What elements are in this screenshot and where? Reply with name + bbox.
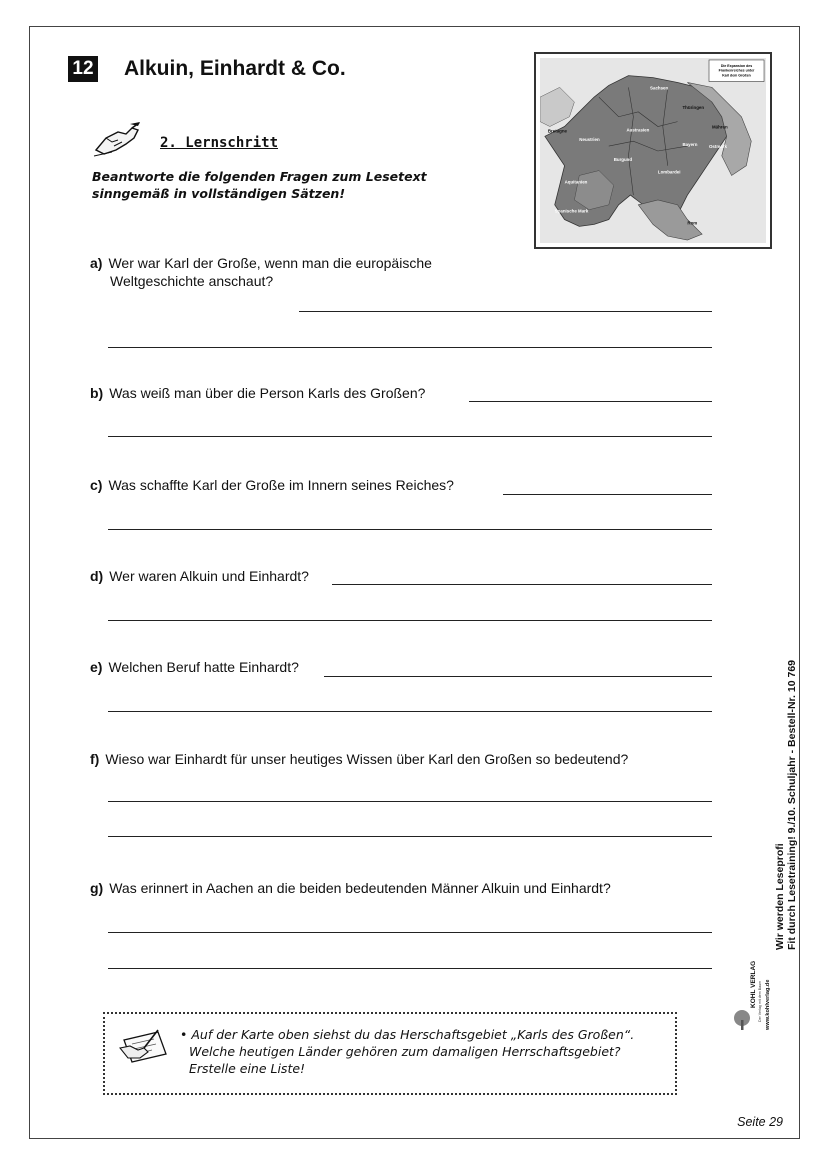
writing-hand-icon [92, 120, 142, 160]
sidebar-line-2: Fit durch Lesetraining! 9./10. Schuljahr - Bestell-Nr. 10 769 [786, 659, 798, 950]
question-a [90, 254, 432, 290]
question-f [90, 750, 628, 768]
worksheet-number: 12 [68, 56, 98, 82]
answer-line[interactable] [108, 968, 712, 969]
question-label: c) [90, 477, 103, 493]
map-label-sachsen: Sachsen [650, 85, 669, 91]
question-e [90, 658, 299, 676]
question-text: Wieso war Einhardt für unser heutiges Wissen über Karl den Großen so bedeutend? [105, 751, 629, 767]
map-label-ostmark: Ostmark [709, 144, 727, 150]
map-legend-line3: Karl dem Großen [722, 73, 751, 78]
map-label-burgund: Burgund [613, 156, 633, 162]
question-text: Was weiß man über die Person Karls des Großen? [109, 385, 426, 401]
question-text: Was erinnert in Aachen an die beiden bedeutenden Männer Alkuin und Einhardt? [109, 880, 611, 896]
page-title: Alkuin, Einhardt & Co. [124, 57, 346, 80]
page-number: Seite 29 [737, 1115, 783, 1129]
instruction-text: Beantworte die folgenden Fragen zum Lesetext sinngemäß in vollständigen Sätzen! [92, 169, 427, 201]
answer-line[interactable] [108, 347, 712, 348]
map-label-austrasien: Austrasien [626, 127, 650, 133]
question-b [90, 384, 425, 402]
map-legend-line1: Die Expansion des [720, 63, 753, 68]
answer-line[interactable] [108, 932, 712, 933]
publisher-logo [731, 960, 773, 1032]
answer-line[interactable] [108, 711, 712, 712]
writing-on-paper-icon [118, 1026, 170, 1066]
map-label-spanische-mark: Spanische Mark [554, 208, 589, 214]
question-text: Wer war Karl der Große, wenn man die europäische [108, 255, 432, 271]
answer-line[interactable] [299, 311, 712, 312]
question-label: e) [90, 659, 103, 675]
bullet: • [180, 1027, 188, 1042]
map-label-bayern: Bayern [682, 142, 698, 148]
question-text: Welchen Beruf hatte Einhardt? [108, 659, 299, 675]
question-label: b) [90, 385, 104, 401]
map-label-lombardei: Lombardei [657, 169, 681, 175]
question-g [90, 879, 611, 897]
answer-line[interactable] [108, 620, 712, 621]
map-label-thueringen: Thüringen [682, 104, 705, 110]
publisher-name: KOHL VERLAG [750, 960, 757, 1008]
question-text: Was schaffte Karl der Große im Innern seines Reiches? [108, 477, 454, 493]
question-label: g) [90, 880, 104, 896]
question-label: d) [90, 568, 104, 584]
answer-line[interactable] [108, 836, 712, 837]
answer-line[interactable] [324, 676, 712, 677]
map-legend-line2: Frankenreiches unter [718, 68, 755, 73]
sidebar-line-1: Wir werden Leseprofi [774, 843, 786, 950]
answer-line[interactable] [469, 401, 712, 402]
historical-map [534, 52, 772, 249]
question-text-cont: Weltgeschichte anschaut? [110, 273, 274, 289]
answer-line[interactable] [108, 529, 712, 530]
map-label-bretagne: Bretagne [547, 128, 568, 134]
task-line-1: Auf der Karte oben siehst du das Herschaftsgebiet „Karls des Großen“. [191, 1027, 635, 1042]
question-c [90, 476, 454, 494]
question-label: f) [90, 751, 100, 767]
answer-line[interactable] [332, 584, 712, 585]
answer-line[interactable] [108, 801, 712, 802]
task-line-2: Welche heutigen Länder gehören zum damaligen Herrschaftsgebiet? [189, 1044, 621, 1059]
map-label-rom: Rom [687, 220, 698, 226]
step-label: 2. Lernschritt [160, 135, 279, 151]
publisher-website: www.kohlverlag.de [765, 979, 771, 1030]
map-label-neustrien: Neustrien [579, 137, 600, 143]
map-label-maehren: Mähren [711, 124, 728, 130]
task-line-3: Erstelle eine Liste! [189, 1061, 306, 1076]
question-d [90, 567, 309, 585]
question-label: a) [90, 255, 103, 271]
answer-line[interactable] [108, 436, 712, 437]
sidebar-credits [770, 630, 800, 1030]
task-text [180, 1026, 660, 1077]
map-label-aquitanien: Aquitanien [564, 179, 588, 185]
answer-line[interactable] [503, 494, 712, 495]
publisher-tagline: Der Verlag mit dem Baum [758, 980, 762, 1022]
question-text: Wer waren Alkuin und Einhardt? [109, 568, 309, 584]
